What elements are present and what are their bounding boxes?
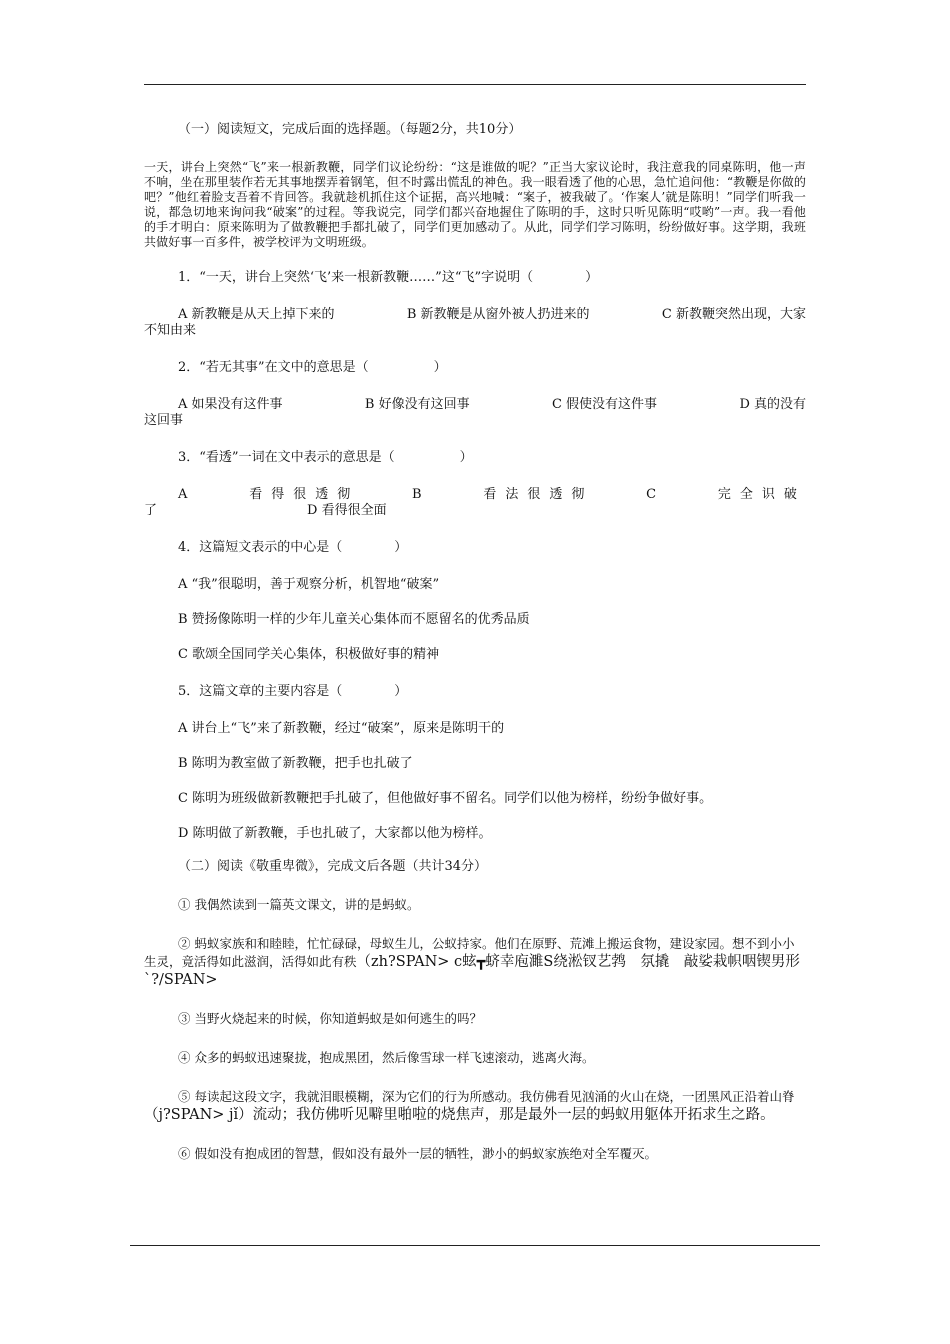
essay-paragraph-5-text: ⑤ 每读起这段文字，我就泪眼模糊，深为它们的行为所感动。我仿佛看见汹涌的火山在烧，一团黑风正沿着山脊 — [178, 1089, 795, 1104]
essay-paragraph-1: ① 我偶然读到一篇英文课文，讲的是蚂蚁。 — [178, 897, 420, 912]
q2-option-c: C 假使没有这件事 — [551, 397, 658, 412]
q1-option-c-wrap: 不知由来 — [144, 323, 197, 338]
essay-paragraph-2-text: ② 蚂蚁家族和和睦睦，忙忙碌碌，母蚁生儿，公蚁持家。他们在原野、荒滩上搬运食物，建设家园。想不到小小生灵，竟活得如此滋润，活得如此有秩 — [144, 936, 795, 969]
essay-paragraph-5-cont: （j?SPAN> jǐ）流动；我仿佛听见噼里啪啦的烧焦声，那是最外一层的蚂蚁用躯体开拓求生之路。 — [144, 1107, 775, 1123]
question-3: 3．“看透”一词在文中表示的意思是（ ） — [178, 450, 473, 465]
q4-option-b: B 赞扬像陈明一样的少年儿童关心集体而不愿留名的优秀品质 — [178, 612, 530, 627]
q3-option-c-label: C — [646, 487, 666, 502]
q3-option-c-wrap: 了 — [144, 503, 158, 518]
essay-paragraph-4: ④ 众多的蚂蚁迅速聚拢，抱成黑团，然后像雪球一样飞速滚动，逃离火海。 — [178, 1050, 595, 1065]
q3-option-b: 看法很透彻 — [483, 487, 594, 502]
bottom-rule — [130, 1245, 820, 1246]
essay-paragraph-6: ⑥ 假如没有抱成团的智慧，假如没有最外一层的牺牲，渺小的蚂蚁家族绝对全军覆灭。 — [178, 1146, 657, 1161]
q1-option-a: A 新教鞭是从天上掉下来的 — [178, 307, 335, 322]
question-2: 2．“若无其事”在文中的意思是（ ） — [178, 360, 447, 375]
q3-option-c: 完全识破 — [717, 487, 806, 502]
essay-paragraph-5 — [144, 1088, 806, 1124]
section1-heading: （一）阅读短文，完成后面的选择题。（每题2分，共10分） — [178, 122, 522, 137]
question-2-options — [144, 397, 806, 429]
q2-option-a: A 如果没有这件事 — [178, 397, 283, 412]
q5-option-b: B 陈明为教室做了新教鞭，把手也扎破了 — [178, 756, 413, 771]
reading-passage: 一天，讲台上突然“飞”来一根新教鞭，同学们议论纷纷：“这是谁做的呢？”正当大家议论时，我注意我的同桌陈明，他一声不响，坐在那里装作若无其事地摆弄着钢笔，但不时露出慌乱的神色。我一眼看透了他的心思，急忙追问他：“教鞭是你做的吧？”他红着脸支吾着不肯回答。我就趁机抓住这个证据，高兴地喊：“案子，被我破了。‘作案人’就是陈明！”同学们听我一说，都急切地来询问我“破案”的过程。等我说完，同学们都兴奋地握住了陈明的手，这时只听见陈明“哎哟”一声。我一看他的手才明白：原来陈明为了做教鞭把手都扎破了，同学们更加感动了。从此，同学们学习陈明，纷纷做好事。这学期，我班共做好事一百多件，被学校评为文明班级。 — [144, 160, 806, 249]
q2-option-b: B 好像没有这回事 — [364, 397, 470, 412]
q3-option-a-label: A — [178, 487, 197, 502]
essay-paragraph-2 — [144, 935, 806, 989]
q3-option-b-label: B — [412, 487, 431, 502]
document-body — [144, 120, 806, 1184]
q3-option-a: 看得很透彻 — [249, 487, 360, 502]
q4-option-a: A “我”很聪明，善于观察分析，机智地“破案” — [178, 577, 440, 592]
essay-paragraph-2-garbled: （zh?SPAN> c蚿┳蛴幸庖濉S绕淞钗艺鹁 氛撬 敲娑栽帜咽锲男形 `?/SPAN> — [144, 954, 800, 988]
question-1: 1．“一天，讲台上突然‘飞’来一根新教鞭……”这“飞”字说明（ ） — [178, 270, 599, 285]
essay-paragraph-3: ③ 当野火烧起来的时候，你知道蚂蚁是如何逃生的吗？ — [178, 1011, 482, 1026]
question-4: 4．这篇短文表示的中心是（ ） — [178, 540, 408, 555]
q4-option-c: C 歌颂全国同学关心集体，积极做好事的精神 — [178, 647, 440, 662]
q2-option-d-wrap: 这回事 — [144, 413, 184, 428]
top-rule — [144, 84, 806, 85]
q5-option-c: C 陈明为班级做新教鞭把手扎破了，但他做好事不留名。同学们以他为榜样，纷纷争做好事。 — [178, 791, 713, 806]
question-5: 5．这篇文章的主要内容是（ ） — [178, 684, 408, 699]
q1-option-c-part: C 新教鞭突然出现，大家 — [661, 307, 806, 322]
q5-option-a: A 讲台上“飞”来了新教鞭，经过“破案”，原来是陈明干的 — [178, 721, 505, 736]
question-3-options — [144, 487, 806, 519]
section2-heading: （二）阅读《敬重卑微》，完成文后各题（共计34分） — [178, 859, 488, 874]
q3-option-d: D 看得很全面 — [307, 503, 387, 518]
q5-option-d: D 陈明做了新教鞭，手也扎破了，大家都以他为榜样。 — [178, 826, 492, 841]
q1-option-b: B 新教鞭是从窗外被人扔进来的 — [406, 307, 590, 322]
question-1-options — [144, 307, 806, 339]
q2-option-d: D 真的没有 — [739, 397, 806, 412]
